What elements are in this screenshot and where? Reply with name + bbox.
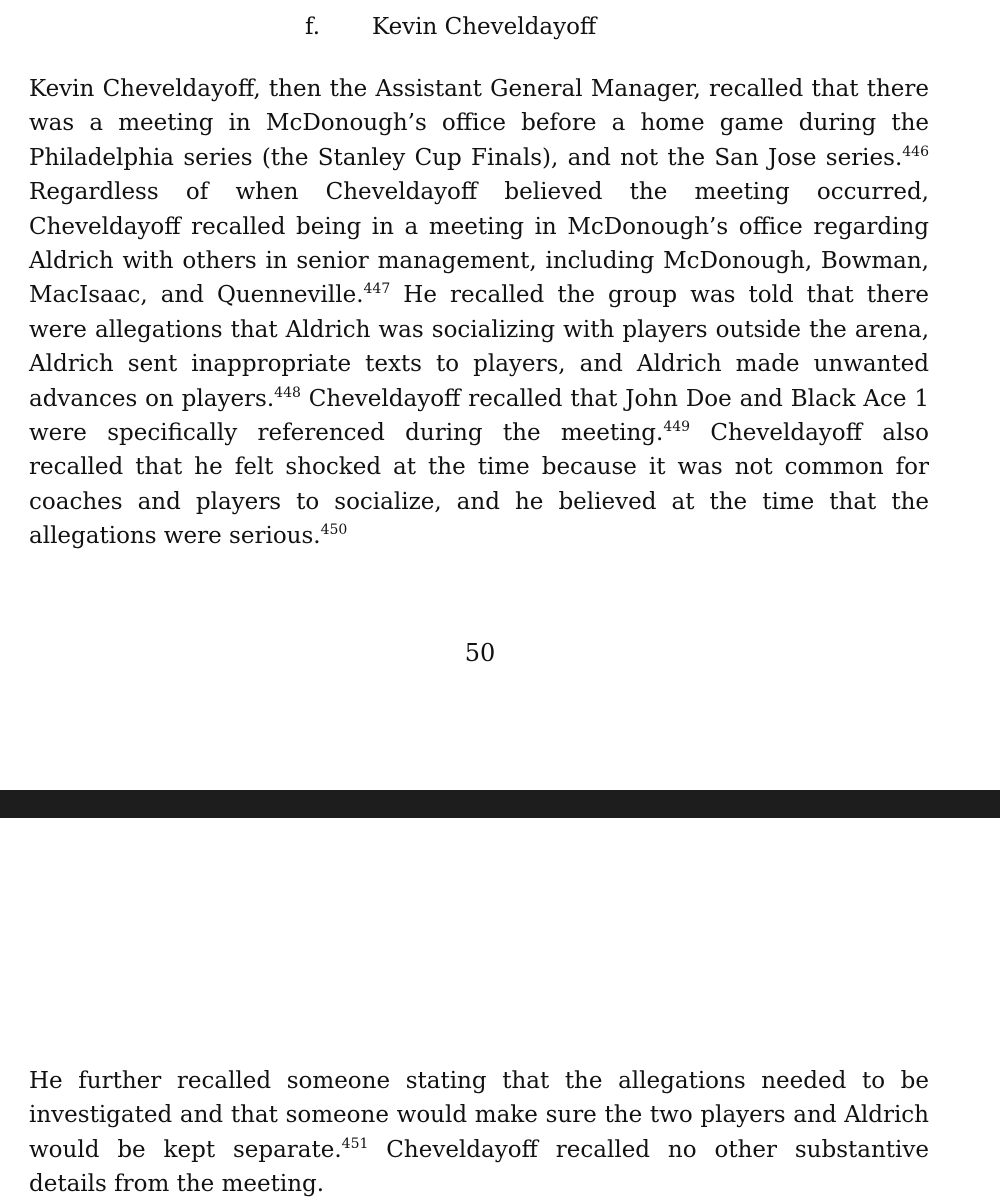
- paragraph-text: He further recalled someone stating that the allegations needed to be investigated and that someone would make sure the two players and Aldrich would be kept separate.: [29, 1068, 929, 1163]
- footnote-ref[interactable]: 447: [363, 281, 391, 298]
- footnote-ref[interactable]: 451: [341, 1135, 369, 1152]
- paragraph-text: Kevin Cheveldayoff, then the Assistant General Manager, recalled that there was a meeting in McDonough’s office before a home game during the Philadelphia series (the Stanley Cup Finals), and not the San Jose series.: [29, 76, 929, 171]
- paragraph-text: Cheveldayoff recalled that John Doe and Black Ace 1 were specifically referenced during the meeting.: [29, 385, 929, 447]
- paragraph-text: Cheveldayoff recalled no other substantive details from the meeting.: [29, 1136, 929, 1198]
- footnote-ref[interactable]: 449: [663, 419, 691, 436]
- body-paragraph: [29, 1064, 929, 1202]
- section-heading: [0, 10, 1000, 44]
- page-divider: [0, 790, 1000, 818]
- paragraph-text: He recalled the group was told that there were allegations that Aldrich was socializing with players outside the arena, Aldrich sent inappropriate texts to players, and Aldrich made unwanted advances on players.: [29, 282, 930, 412]
- section-letter: f.: [305, 14, 321, 40]
- paragraph-text: Regardless of when Cheveldayoff believed the meeting occurred, Cheveldayoff recalled being in a meeting in McDonough’s office regarding Aldrich with others in senior management, including McDonough, Bowman, MacIsaac, and Quenneville.: [29, 179, 929, 309]
- paragraph-text: Cheveldayoff also recalled that he felt shocked at the time because it was not common for coaches and players to socialize, and he believed at the time that the allegations were serious.: [29, 420, 929, 550]
- footnote-ref[interactable]: 448: [274, 384, 301, 401]
- body-paragraph: [29, 72, 929, 554]
- footnote-ref[interactable]: 450: [320, 522, 348, 539]
- section-title: Kevin Cheveldayoff: [372, 14, 597, 40]
- page-number: 50: [464, 639, 496, 667]
- footnote-ref[interactable]: 446: [902, 143, 929, 160]
